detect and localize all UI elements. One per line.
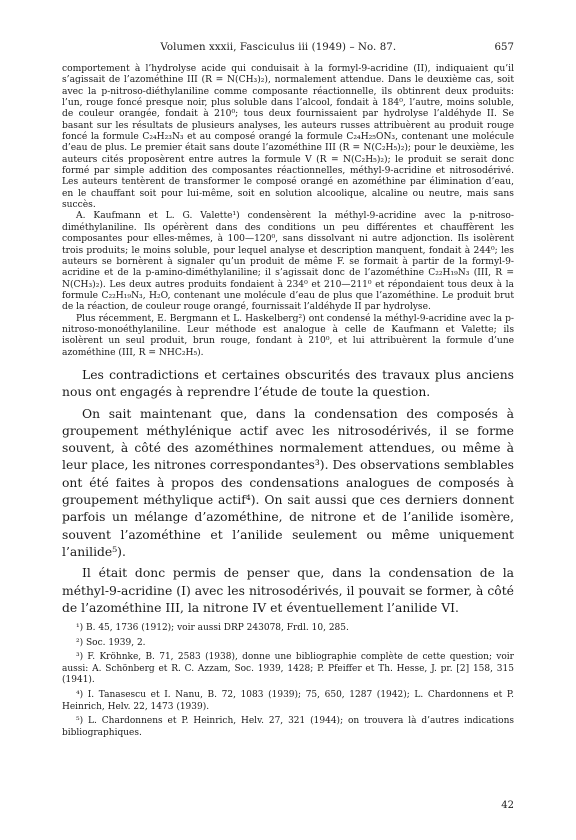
paragraph: Il était donc permis de penser que, dans la condensation de la méthyl-9-acridine (I) avec les nitrosodérivés, il pouvait se former, à côté de l’azométhine III, la nitrone IV et éventuellement l’anilide VI. [62,566,514,615]
signature-mark: 42 [501,800,514,811]
small-print-section [62,64,514,359]
paragraph: On sait maintenant que, dans la condensation des composés à groupement méthylénique actif avec les nitrosodérivés, il se forme souvent, à côté des azométhines normalement attendues, ou même à leur place, les nitrones correspondantes³). Des observations semblables ont été faites à propos des condensations analogues de composés à groupement méthylique actif⁴). On sait aussi que ces derniers donnent parfois un mélange d’azométhine, de nitrone et de l’anilide isomère, souvent l’azométhine et l’anilide seulement ou même uniquement l’anilide⁵). [62,406,514,559]
footnote: ⁵) L. Chardonnens et P. Heinrich, Helv. 27, 321 (1944); on trouvera là d’autres indications bibliographiques. [62,716,514,738]
paragraph: Les contradictions et certaines obscurités des travaux plus anciens nous ont engagés à reprendre l’étude de toute la question. [62,367,514,400]
footnote: ⁴) I. Tanasescu et I. Nanu, B. 72, 1083 (1939); 75, 650, 1287 (1942); L. Chardonnens et P. Heinrich, Helv. 22, 1473 (1939). [62,690,514,712]
paragraph: Plus récemment, E. Bergmann et L. Haskelberg²) ont condensé la méthyl-9-acridine avec la p-nitroso-monoéthylaniline. Leur méthode est analogue à celle de Kaufmann et Valette; ils isolèrent un seul produit, brun rouge, fondant à 210⁰, et lui attribuèrent la formule d’une azométhine (III, R = NHC₂H₅). [62,313,514,358]
paragraph: comportement à l’hydrolyse acide qui conduisait à la formyl-9-acridine (II), indiquaient qu’il s’agissait de l’azométhine III (R = N(CH₃)₂), normalement attendue. Dans le deuxième cas, soit avec la p-nitroso-diéthylaniline comme composante réactionnelle, ils obtinrent deux produits: l’un, rouge foncé presque noir, plus soluble dans l’alcool, fondait à 184⁰, l’autre, moins soluble, de couleur orangée, fondait à 210⁰; tous deux fournissaient par hydrolyse l’aldéhyde II. Se basant sur les résultats de plusieurs analyses, les auteurs russes attribuèrent au produit rouge foncé la formule C₂₄H₂₃N₃ et au composé orangé la formule C₂₄H₂₅ON₃, contenant une molécule d’eau de plus. Le premier était sans doute l’azométhine III (R = N(C₂H₅)₂); pour le deuxième, les auteurs cités proposèrent entre autres la formule V (R = N(C₂H₅)₂); le produit se serait donc formé par simple addition des composantes réactionnelles, méthyl-9-acridine et nitrosodérivé. Les auteurs tentèrent de transformer le composé orangé en azométhine par élimination d’eau, en le chauffant soit pour lui-même, soit en solution alcoolique, alcaline ou neutre, mais sans succès. [62,64,514,211]
journal-header: Volumen xxxii, Fasciculus iii (1949) – No. 87. [160,42,397,53]
footnotes [62,623,514,739]
footnote: ³) F. Kröhnke, B. 71, 2583 (1938), donne une bibliographie complète de cette question; voir aussi: A. Schönberg et R. C. Azzam, Soc. 1939, 1428; P. Pfeiffer et Th. Hesse, J. pr. [2] 158, 315 (1941). [62,652,514,686]
running-header [62,42,514,53]
page-body [62,42,514,742]
main-text-section [62,367,514,617]
footnote: ¹) B. 45, 1736 (1912); voir aussi DRP 243078, Frdl. 10, 285. [76,623,349,634]
footnote: ²) Soc. 1939, 2. [76,637,146,648]
paragraph: A. Kaufmann et L. G. Valette¹) condensèrent la méthyl-9-acridine avec la p-nitroso-diméthylaniline. Ils opérèrent dans des conditions un peu différentes et chauffèrent les composantes pour elles-mêmes, à 100—120⁰, sans dissolvant ni autre adjonction. Ils isolèrent trois produits; le moins soluble, pour lequel analyse et description manquent, fondait à 244⁰; les auteurs se bornèrent à signaler qu’un produit de même F. se formait à partir de la formyl-9-acridine et de la p-amino-diméthylaniline; il s’agissait donc de l’azométhine C₂₂H₁₉N₃ (III, R = N(CH₃)₂). Les deux autres produits fondaient à 234⁰ et 210—211⁰ et répondaient tous deux à la formule C₂₂H₁₉N₃, H₂O, contenant une molécule d’eau de plus que l’azométhine. Le produit brut de la réaction, de couleur rouge orangé, fournissait l’aldéhyde II par hydrolyse. [62,211,514,313]
page-number: 657 [494,42,514,53]
